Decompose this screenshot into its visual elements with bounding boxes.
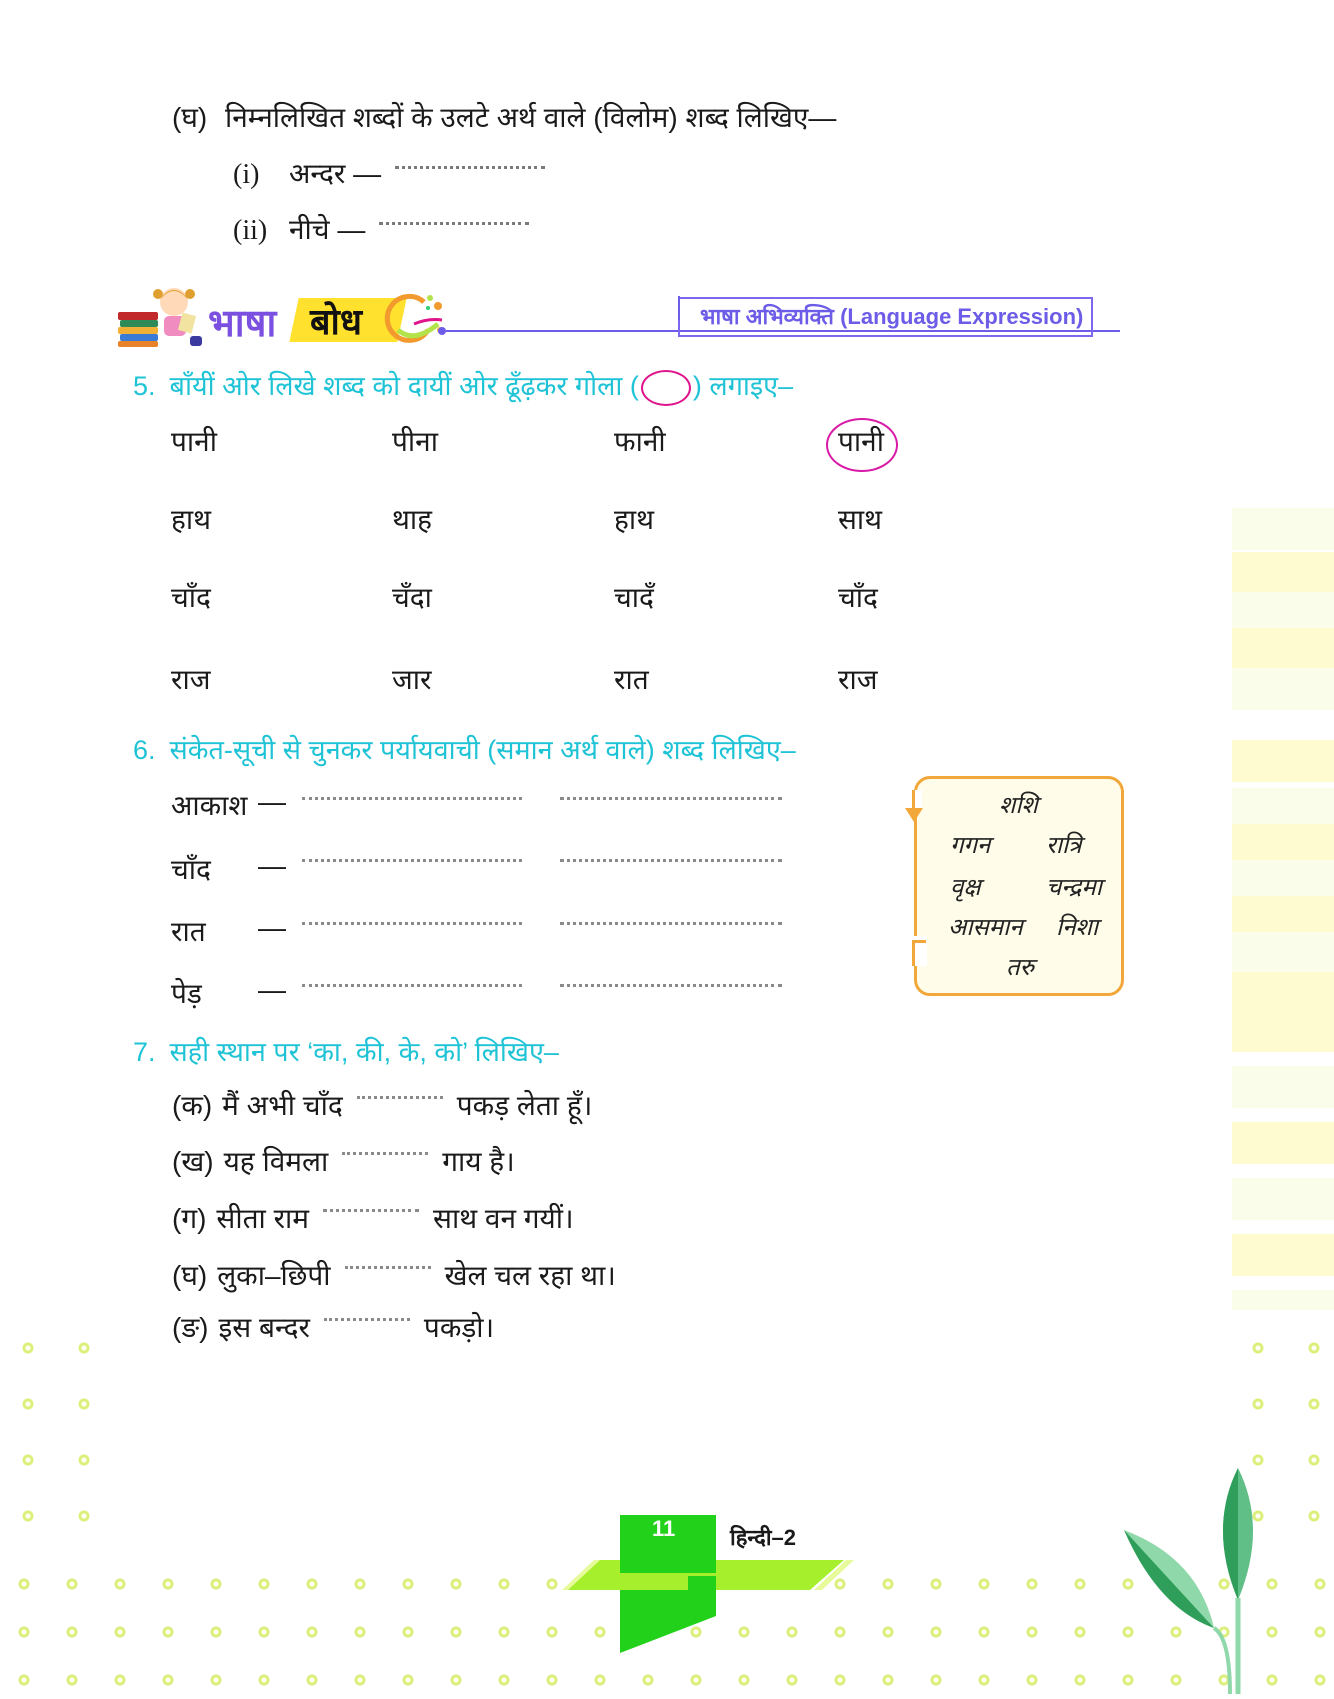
q6-word: पेड़ [171, 978, 202, 1009]
q6-instruction: संकेत-सूची से चुनकर पर्यायवाची (समान अर्थ वाले) शब्द लिखिए– [169, 735, 796, 765]
item-label: (ख) [172, 1146, 214, 1177]
q5-option-word[interactable]: पीना [392, 426, 438, 457]
q7-heading [133, 1032, 559, 1069]
edge-stripe [1232, 740, 1334, 782]
answer-blank[interactable] [379, 222, 529, 225]
girl-reading-illustration [116, 282, 208, 348]
section-tag-text: भाषा अभिव्यक्ति (Language Expression) [700, 304, 1084, 329]
sentence-end: पकड़ लेता हूँ। [456, 1090, 593, 1121]
antonym-word: नीचे — [289, 214, 366, 245]
sentence-end: पकड़ो। [423, 1312, 495, 1343]
swirl-decoration-icon [384, 290, 450, 346]
answer-blank[interactable] [342, 1152, 428, 1155]
q5-instruction-end: ) लगाइए– [692, 371, 794, 401]
edge-stripes-lower [1232, 1010, 1334, 1310]
answer-blank[interactable] [323, 1209, 419, 1212]
answer-blank[interactable] [302, 984, 522, 987]
sentence-end: गाय है। [442, 1146, 515, 1177]
arrow-down-icon [905, 808, 923, 822]
return-stem [912, 940, 915, 966]
q5-source-word: पानी [171, 426, 217, 457]
section-title-bodh: बोध [310, 301, 363, 342]
answer-blank[interactable] [302, 859, 522, 862]
antonym-word: अन्दर — [289, 158, 382, 189]
q6-word: रात [171, 916, 206, 947]
fill-blank-row [172, 1086, 592, 1124]
hint-word: तरु [1006, 954, 1035, 981]
dash: — [258, 912, 286, 943]
answer-circle [826, 418, 898, 472]
q5-source-word: हाथ [171, 504, 212, 535]
hint-word: चन्द्रमा [1046, 874, 1102, 901]
answer-blank[interactable] [324, 1318, 410, 1321]
q6-word: चाँद [171, 854, 211, 885]
sentence-end: खेल चल रहा था। [444, 1260, 616, 1291]
dash: — [258, 850, 286, 881]
diamond-pattern-left [0, 1320, 120, 1560]
page-number: 11 [652, 1516, 676, 1541]
hint-word: गगन [950, 832, 991, 859]
q5-heading [133, 366, 793, 406]
q5-option-word[interactable]: चाँद [838, 582, 878, 613]
antonym-item-1 [233, 154, 545, 192]
item-label: (घ) [172, 1260, 208, 1291]
question-number: 6. [133, 735, 156, 765]
q5-option-word[interactable]: चादँ [614, 582, 654, 613]
hint-word: रात्रि [1046, 832, 1082, 859]
tag-hook [678, 296, 680, 320]
antonyms-instruction [172, 98, 836, 136]
answer-blank[interactable] [345, 1266, 431, 1269]
arrow-stem [912, 790, 915, 810]
band-line-dot [438, 327, 446, 335]
q5-source-word: चाँद [171, 582, 211, 613]
antonym-item-2 [233, 210, 529, 248]
leaves-illustration [1118, 1468, 1278, 1694]
answer-blank[interactable] [560, 797, 782, 800]
edge-stripe [1232, 932, 1334, 974]
fill-blank-row [172, 1142, 515, 1180]
item-label: (ग) [172, 1203, 207, 1234]
fill-blank-row [172, 1256, 616, 1294]
sentence-start: मैं अभी चाँद [222, 1090, 343, 1121]
answer-blank[interactable] [357, 1096, 443, 1099]
answer-blank[interactable] [560, 922, 782, 925]
sentence-start: इस बन्दर [218, 1312, 310, 1343]
edge-stripe [1232, 628, 1334, 670]
edge-stripe [1232, 508, 1334, 550]
q5-option-word[interactable]: रात [614, 664, 649, 695]
fill-blank-row [172, 1308, 494, 1346]
section-tag [678, 297, 1093, 337]
q5-option-word[interactable]: थाह [392, 504, 433, 535]
edge-stripe [1232, 552, 1334, 594]
edge-stripe [1232, 668, 1334, 710]
item-number: (ii) [233, 215, 268, 246]
sentence-end: साथ वन गयीं। [433, 1203, 574, 1234]
q5-instruction-start: बाँयीं ओर लिखे शब्द को दायीं ओर ढूँढ़कर गोला ( [169, 371, 639, 401]
q5-source-word: राज [171, 664, 211, 695]
box-gap [900, 790, 922, 808]
page-marker-graphic [560, 1490, 860, 1690]
hint-word: वृक्ष [950, 874, 981, 901]
sentence-start: यह विमला [223, 1146, 329, 1177]
fill-blank-row [172, 1199, 574, 1237]
answer-blank[interactable] [395, 166, 545, 169]
question-number: 5. [133, 371, 156, 401]
q5-option-word[interactable]: राज [838, 664, 878, 695]
dash: — [258, 974, 286, 1005]
edge-stripe [1232, 972, 1334, 1014]
antonyms-text: निम्नलिखित शब्दों के उलटे अर्थ वाले (विलोम) शब्द लिखिए— [224, 102, 837, 133]
hint-word: शशि [999, 792, 1038, 819]
q5-option-word[interactable]: चँदा [392, 582, 432, 613]
q6-word: आकाश [171, 790, 248, 821]
q5-option-word[interactable]: फानी [614, 426, 666, 457]
item-label: (क) [172, 1090, 213, 1121]
q5-option-word[interactable]: जार [392, 664, 432, 695]
item-label: (ङ) [172, 1312, 209, 1343]
question-number: 7. [133, 1037, 156, 1067]
item-number: (i) [233, 159, 260, 190]
hint-word: आसमान [948, 914, 1023, 941]
q5-option-word[interactable]: हाथ [614, 504, 655, 535]
circle-example-icon [641, 370, 691, 406]
answer-blank[interactable] [302, 922, 522, 925]
dash: — [258, 786, 286, 817]
q6-heading [133, 730, 796, 767]
q5-option-word-circled[interactable]: पानी [838, 426, 884, 457]
answer-blank[interactable] [560, 859, 782, 862]
section-title-bhasha: भाषा [208, 303, 277, 345]
q5-option-word[interactable]: साथ [838, 504, 883, 535]
hint-word: निशा [1056, 914, 1099, 941]
antonyms-label: (घ) [172, 102, 208, 133]
sentence-start: सीता राम [216, 1203, 310, 1234]
book-title: हिन्दी–2 [730, 1525, 797, 1550]
answer-blank[interactable] [302, 797, 522, 800]
answer-blank[interactable] [560, 984, 782, 987]
sentence-start: लुका–छिपी [217, 1260, 331, 1291]
q7-instruction: सही स्थान पर ‘का, की, के, को’ लिखिए– [169, 1037, 559, 1067]
